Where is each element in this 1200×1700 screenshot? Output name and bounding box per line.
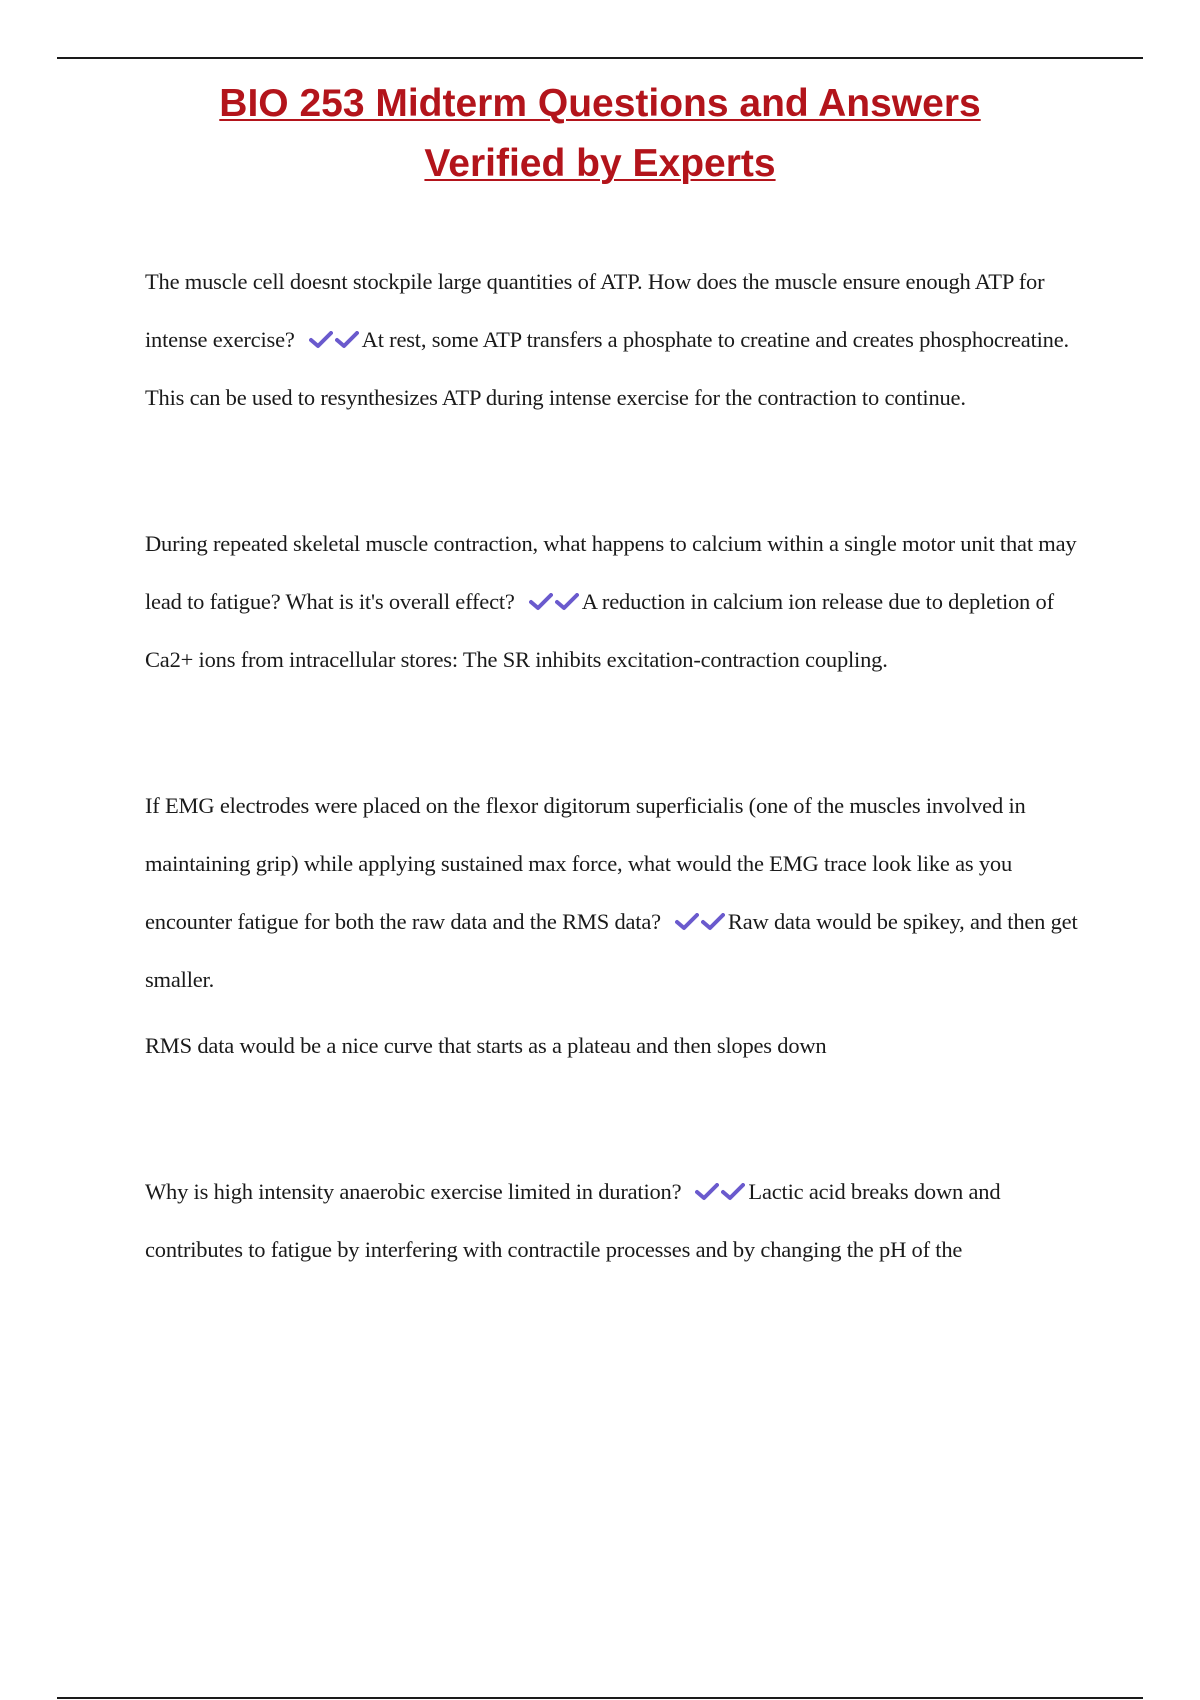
answer-text: Lactic acid breaks down and contributes to fatigue by interfering with contractile processes and by changing the pH of the	[145, 1179, 1001, 1262]
title-line-2: Verified by Experts	[424, 142, 776, 185]
qa-item-3-continued	[145, 1017, 1095, 1075]
answer-text: At rest, some ATP transfers a phosphate to creatine and creates phosphocreatine. This can be used to resynthesizes ATP during intense exercise for the contraction to continue.	[145, 327, 1069, 410]
bottom-rule	[57, 1697, 1143, 1699]
check-icon	[721, 1183, 745, 1201]
check-icon	[695, 1183, 719, 1201]
question-text: If EMG electrodes were placed on the flexor digitorum superficialis (one of the muscles involved in maintaining grip) while applying sustained max force, what would the EMG trace look like as you encounter fatigue for both the raw data and the RMS data?	[145, 793, 1026, 934]
qa-item-2	[145, 515, 1095, 689]
check-icon	[701, 913, 725, 931]
question-text: During repeated skeletal muscle contraction, what happens to calcium within a single motor unit that may lead to fatigue? What is it's overall effect?	[145, 531, 1077, 614]
check-icon	[555, 593, 579, 611]
double-check-icon	[307, 327, 359, 352]
qa-list	[145, 253, 1095, 1279]
check-icon	[675, 913, 699, 931]
qa-item-3	[145, 777, 1095, 1009]
answer-text: Raw data would be spikey, and then get smaller.	[145, 909, 1078, 992]
answer-text: A reduction in calcium ion release due to depletion of Ca2+ ions from intracellular stores: The SR inhibits excitation-contraction coupling.	[145, 589, 1054, 672]
double-check-icon	[673, 909, 725, 934]
check-icon	[309, 331, 333, 349]
qa-item-4	[145, 1163, 1095, 1279]
check-icon	[335, 331, 359, 349]
qa-item-1	[145, 253, 1095, 427]
answer-text-continued: RMS data would be a nice curve that starts as a plateau and then slopes down	[145, 1033, 827, 1058]
document-title	[0, 74, 1200, 194]
title-line-1: BIO 253 Midterm Questions and Answers	[219, 82, 981, 125]
question-text: The muscle cell doesnt stockpile large quantities of ATP. How does the muscle ensure enough ATP for intense exercise?	[145, 269, 1045, 352]
double-check-icon	[527, 589, 579, 614]
question-text: Why is high intensity anaerobic exercise limited in duration?	[145, 1179, 682, 1204]
check-icon	[529, 593, 553, 611]
top-rule	[57, 57, 1143, 59]
double-check-icon	[693, 1179, 745, 1204]
